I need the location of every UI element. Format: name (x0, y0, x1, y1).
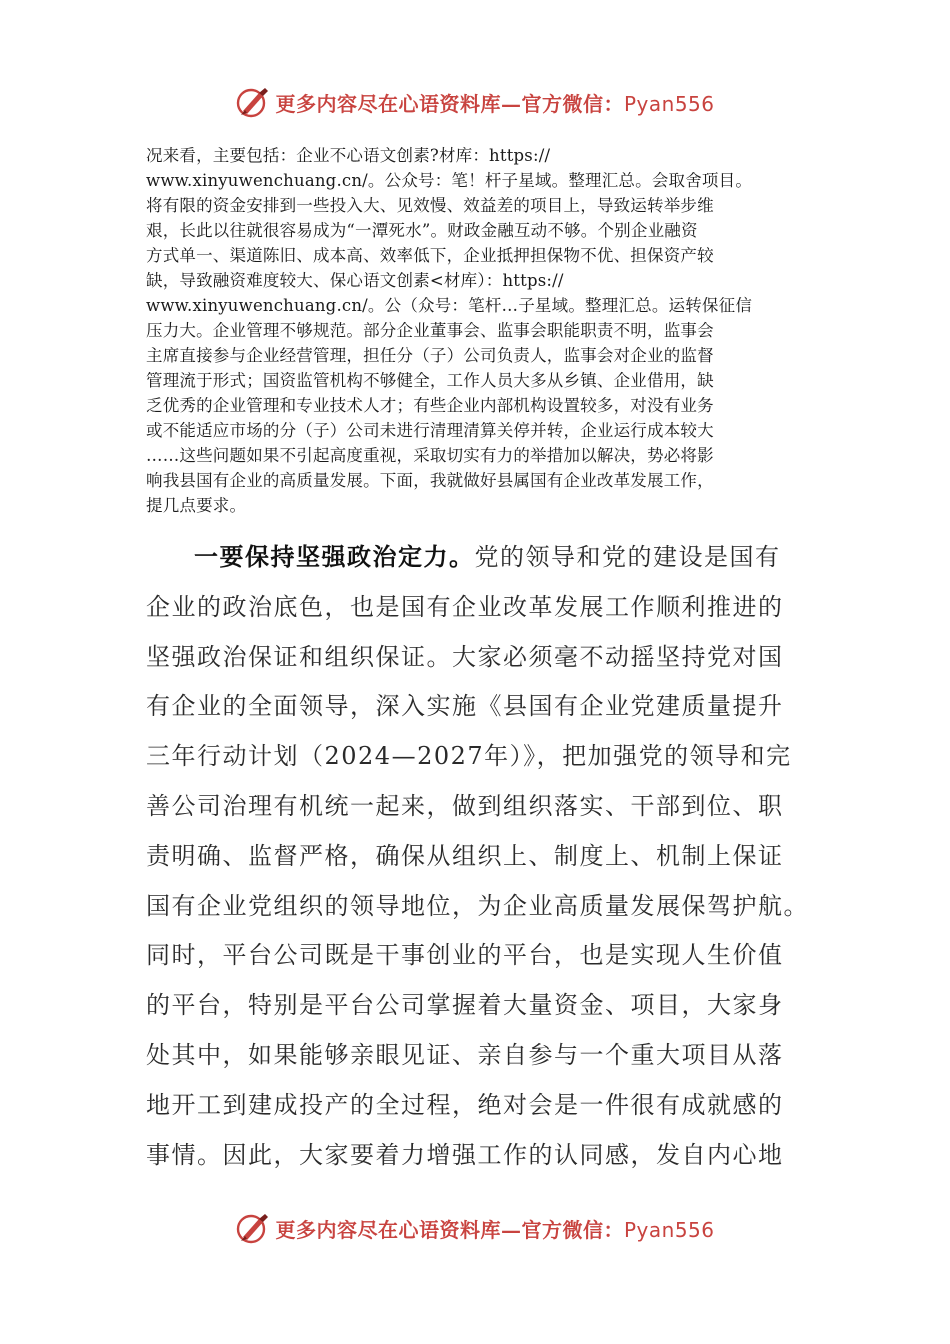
intro-paragraph-line: 管理流于形式；国资监管机构不够健全，工作人员大多从乡镇、企业借用，缺 (146, 371, 714, 390)
header-banner-handle: Pyan556 (623, 91, 715, 116)
main-paragraph (146, 532, 810, 1180)
footer-banner-handle: Pyan556 (623, 1217, 715, 1242)
intro-paragraph-line: 响我县国有企业的高质量发展。下面，我就做好县属国有企业改革发展工作， (146, 471, 714, 490)
main-paragraph-line: 坚强政治保证和组织保证。大家必须毫不动摇坚持党对国 (146, 642, 784, 671)
main-paragraph-line: 责明确、监督严格，确保从组织上、制度上、机制上保证 (146, 841, 784, 870)
header-banner-text: 更多内容尽在心语资料库—官方微信：Pyan556 (275, 91, 715, 116)
intro-paragraph-line: 提几点要求。 (146, 496, 247, 515)
main-paragraph-line: 三年行动计划（2024—2027年）》，把加强党的领导和完 (146, 742, 792, 771)
intro-paragraph-line: ……这些问题如果不引起高度重视，采取切实有力的举措加以解决，势必将影 (146, 446, 714, 465)
main-paragraph-line: 国有企业党组织的领导地位，为企业高质量发展保驾护航。 (146, 891, 809, 920)
intro-paragraph-line: 或不能适应市场的分（子）公司未进行清理清算关停并转，企业运行成本较大 (146, 421, 714, 440)
main-paragraph-line: 的平台，特别是平台公司掌握着大量资金、项目，大家身 (146, 991, 784, 1020)
main-paragraph-line: 企业的政治底色，也是国有企业改革发展工作顺利推进的 (146, 592, 784, 621)
intro-paragraph (146, 143, 806, 518)
intro-paragraph-line: www.xinyuwenchuang.cn/。公（众号：笔杆…子星域。整理汇总。运转保征信 (146, 296, 753, 315)
intro-paragraph-line: 主席直接参与企业经营管理，担任分（子）公司负责人，监事会对企业的监督 (146, 346, 714, 365)
intro-paragraph-line: 将有限的资金安排到一些投入大、见效慢、效益差的项目上，导致运转举步维 (146, 196, 714, 215)
footer-banner-text: 更多内容尽在心语资料库—官方微信：Pyan556 (275, 1217, 715, 1242)
intro-paragraph-line: 方式单一、渠道陈旧、成本高、效率低下，企业抵押担保物不优、担保资产较 (146, 246, 714, 265)
main-paragraph-line: 事情。因此，大家要着力增强工作的认同感，发自内心地 (146, 1140, 784, 1169)
main-paragraph-first-line: 一要保持坚强政治定力。党的领导和党的建设是国有 (194, 542, 781, 571)
header-banner (0, 82, 950, 122)
main-paragraph-line: 地开工到建成投产的全过程，绝对会是一件很有成就感的 (146, 1090, 784, 1119)
footer-banner (0, 1208, 950, 1248)
pen-logo-icon (235, 1211, 271, 1245)
main-paragraph-line: 有企业的全面领导，深入实施《县国有企业党建质量提升 (146, 692, 784, 721)
intro-paragraph-line: 缺，导致融资难度较大、保心语文创素<材库）：https:// (146, 271, 564, 290)
intro-paragraph-line: 况来看，主要包括：企业不心语文创素?材库：https:// (146, 146, 551, 165)
main-paragraph-line: 善公司治理有机统一起来，做到组织落实、干部到位、职 (146, 791, 784, 820)
intro-paragraph-line: 艰，长此以往就很容易成为“一潭死水”。财政金融互动不够。个别企业融资 (146, 221, 698, 240)
intro-paragraph-line: www.xinyuwenchuang.cn/。公众号：笔！杆子星域。整理汇总。会取舍项目。 (146, 171, 753, 190)
intro-paragraph-line: 乏优秀的企业管理和专业技术人才；有些企业内部机构设置较多，对没有业务 (146, 396, 714, 415)
main-paragraph-line: 处其中，如果能够亲眼见证、亲自参与一个重大项目从落 (146, 1040, 784, 1069)
pen-logo-icon (235, 85, 271, 119)
intro-paragraph-line: 压力大。企业管理不够规范。部分企业董事会、监事会职能职责不明，监事会 (146, 321, 714, 340)
section-heading: 一要保持坚强政治定力。 (194, 542, 475, 571)
main-paragraph-line: 同时，平台公司既是干事创业的平台，也是实现人生价值 (146, 941, 784, 970)
